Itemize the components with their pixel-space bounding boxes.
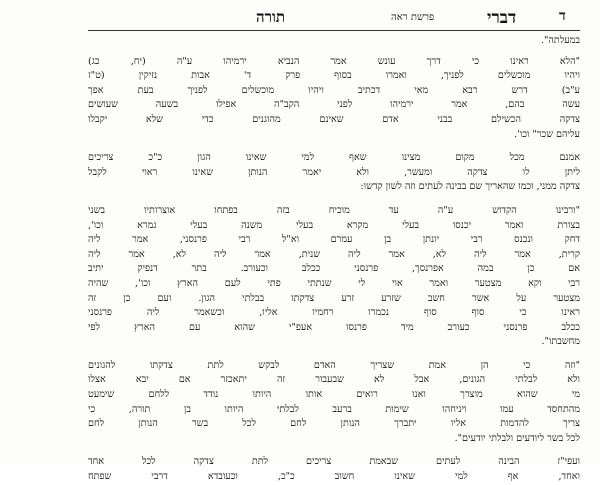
text-line: מחשבתו". (541, 336, 580, 348)
text-line: רבי וקא מצטער ואמר אוי לי שנתתי פתי לעם הארץ וכו', שהיה (88, 277, 580, 289)
paragraph-0 (88, 34, 580, 49)
paragraph-1 (88, 55, 580, 143)
text-line: "וזה כי הן אמת שצריך האדם לבקש לתת צדקתו להגונים (88, 359, 580, 371)
text-line: קרית, אמר ליה לא, אמר ליה שנית, אמר ליה לא, אמר ליה (88, 248, 580, 260)
text-line: עליהם שכר" וכו'. (514, 128, 580, 140)
text-line: דחק ונכנס רבי יונתן בן עמרם וא"ל רבי פרנסני, אמר ליה (88, 234, 580, 246)
text-line: צריך להדמות אליו יתברך הנותן לחם לכל בשר הנותן לחם (88, 418, 580, 430)
paragraph-5 (88, 455, 580, 484)
text-line: ועפי"ז הבינה לעתים שבאמת צריכים לתת צדקה לכל אחד (88, 456, 580, 468)
text-line: צדקה הכשילם בבני אדם שאינם מהוגנים כדי שלא יקבלו (88, 113, 580, 125)
text-line: "ורבינו הקדוש ע"ה עד מוכיח בזה בפתחו אוצרותיו בשני (88, 204, 580, 216)
text-line: צדקה ממני, וכמו שהאריך שם בבינה לעתים וזה לשון קדשו: (360, 181, 580, 193)
page-body (88, 34, 580, 485)
text-line: מהתחסד עמו ויניחהו שימות ברעב לבלתי היותו בן תורה, כי (88, 403, 580, 415)
paragraph-2 (88, 151, 580, 195)
text-line: אמנם מכל מקום מצינו שאף למי שאינו הגון כ"כ צריכים (88, 152, 580, 164)
text-line: ע"ב) דרש רבא מאי דכתיב ויהיו מוכשלים לפניך בעת אפך (88, 84, 580, 96)
text-line: מי שהוא מוצרך ואנו רואים אותו היותו נודד ללחם שימעט (88, 389, 580, 401)
text-line: בצורת ואמר יכנסו בעלי מקרא בעלי משנה בעלי גמרא וכו', (88, 219, 580, 231)
text-line: ויהיו מוכשלים לפניך, ואמרו בסוף פרק ד' אבות נזיקין (ט"ז (88, 70, 580, 82)
page-letter: ד (559, 8, 566, 24)
text-line: אם כן במה אפרנסך, פרנסני ככלב וכעורב. בתר דנפיק יתיב (88, 263, 580, 275)
section-torah: תורה (256, 8, 285, 26)
paragraph-4 (88, 359, 580, 447)
text-line: מצטער על אשר חשב שזרע זרע צדקתו בבלתי הגון. ועם כן זה (88, 292, 580, 304)
text-line: לכל בשר ליודעים ולבלתי יודעים". (454, 432, 580, 444)
text-line: ואחד, אף למי שאינו חשוב כ"כ, וכעובדא דרבי שפתח (88, 471, 580, 483)
text-line: ולא לבלתי הגונים, אבל לא שבעבור זה יתאכזר אם יבא אצלו (88, 374, 580, 386)
text-line: ראינו כי סוף סוף נכמרו רחמיו אליו, וכשאמר ליה פרנסני (88, 307, 580, 319)
text-line: ככלב פרנסני כעורב מיד פרנסו אעפ"י שהוא עם הארץ לפי (88, 321, 580, 333)
book-title: דברי (487, 8, 517, 28)
parsha-name: פרשת ראה (391, 12, 435, 23)
text-line: "הלא ראינו כי דרך עונש אמר הנביא ירמיהו ע"ה (יח, כג) (88, 55, 580, 67)
text-line: במעלתה". (540, 35, 580, 46)
paragraph-3 (88, 204, 580, 350)
text-line: עשה בהם, אמר ירמיהו לפני הקב"ה אפילו בשעה שעושים (88, 99, 580, 111)
header-rule (88, 30, 580, 31)
text-line: ליתן לו צדקה ומעשר, ולא יאמר הנותן שאינו ראוי לקבל (88, 166, 580, 178)
